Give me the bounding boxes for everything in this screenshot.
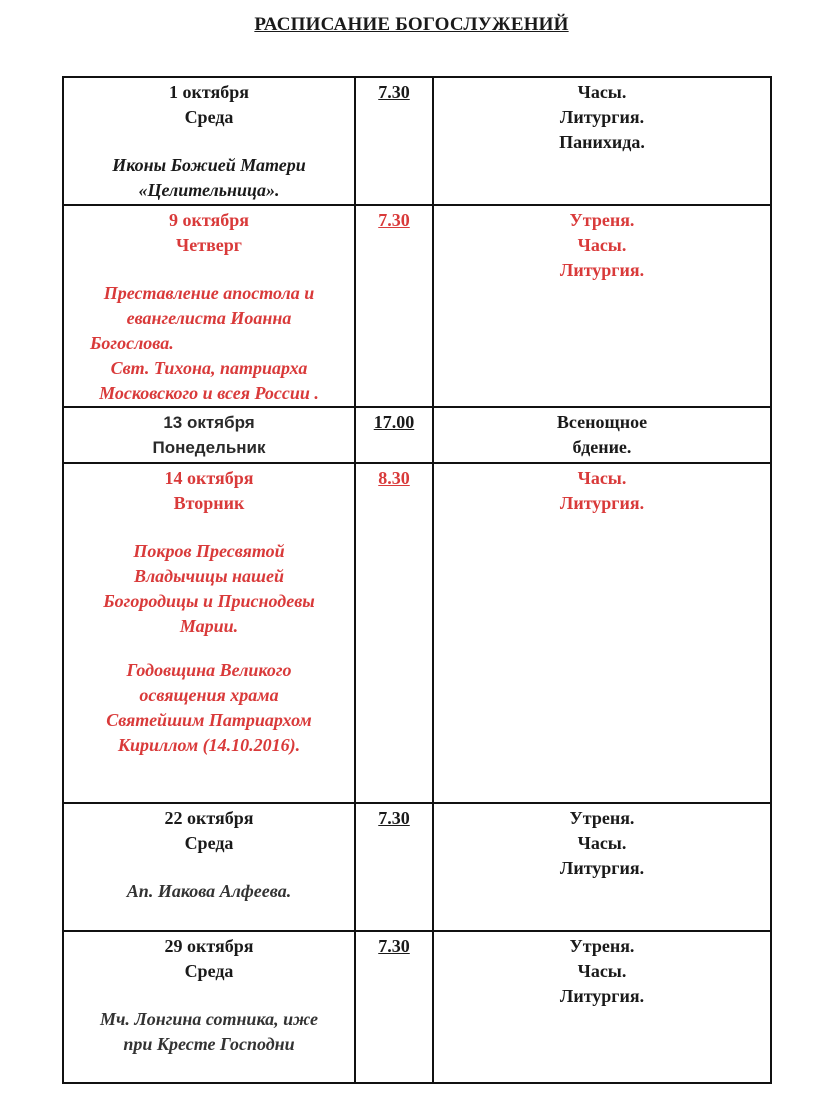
table-row xyxy=(63,463,771,803)
time-cell xyxy=(355,463,433,803)
date-cell xyxy=(63,463,355,803)
service: бдение. xyxy=(572,437,632,457)
service-time: 7.30 xyxy=(378,210,410,230)
service: Литургия. xyxy=(559,260,645,280)
table-row xyxy=(63,77,771,205)
weekday: Вторник xyxy=(173,493,245,513)
feast-line: Святейшим Патриархом xyxy=(106,710,312,730)
service: Утреня. xyxy=(569,936,635,956)
service: Литургия. xyxy=(559,107,645,127)
date: 9 октября xyxy=(169,210,249,230)
service-time: 7.30 xyxy=(378,808,410,828)
feast-line: Кириллом (14.10.2016). xyxy=(117,735,301,755)
feast-line: Преставление апостола и xyxy=(103,283,315,303)
time-cell xyxy=(355,205,433,407)
service: Утреня. xyxy=(569,808,635,828)
time-cell xyxy=(355,77,433,205)
feast-description xyxy=(68,153,350,203)
weekday: Понедельник xyxy=(152,438,266,457)
date: 29 октября xyxy=(164,936,254,956)
date-cell xyxy=(63,407,355,463)
service: Часы. xyxy=(577,235,627,255)
table-row xyxy=(63,205,771,407)
table-row xyxy=(63,803,771,931)
service: Часы. xyxy=(577,468,627,488)
date: 13 октября xyxy=(163,413,255,432)
service: Утреня. xyxy=(569,210,635,230)
service-time: 7.30 xyxy=(378,82,410,102)
date-cell xyxy=(63,77,355,205)
service: Всенощное xyxy=(556,412,648,432)
table-row xyxy=(63,931,771,1083)
feast-line: Марии. xyxy=(179,616,239,636)
date-cell xyxy=(63,205,355,407)
page-title: РАСПИСАНИЕ БОГОСЛУЖЕНИЙ xyxy=(254,14,569,35)
date-cell xyxy=(63,931,355,1083)
service: Панихида. xyxy=(559,132,645,152)
weekday: Среда xyxy=(184,961,234,981)
feast-line: Богослова. xyxy=(90,333,174,353)
time-cell xyxy=(355,931,433,1083)
service: Часы. xyxy=(577,961,627,981)
time-cell xyxy=(355,407,433,463)
feast-line: Свт. Тихона, патриарха xyxy=(110,358,308,378)
feast-description xyxy=(68,281,350,406)
feast-line: при Кресте Господни xyxy=(123,1034,295,1054)
weekday: Среда xyxy=(184,833,234,853)
service: Литургия. xyxy=(559,493,645,513)
table-row xyxy=(63,407,771,463)
weekday: Среда xyxy=(184,107,234,127)
services-cell xyxy=(433,407,771,463)
time-cell xyxy=(355,803,433,931)
feast-line: Ап. Иакова Алфеева. xyxy=(126,881,292,901)
services-cell xyxy=(433,463,771,803)
feast-line: Богородицы и Приснодевы xyxy=(103,591,315,611)
services-cell xyxy=(433,803,771,931)
service-time: 17.00 xyxy=(373,412,415,432)
date: 1 октября xyxy=(169,82,249,102)
feast-description xyxy=(68,879,350,904)
date: 14 октября xyxy=(164,468,254,488)
feast-line: Годовщина Великого xyxy=(126,660,292,680)
service: Часы. xyxy=(577,82,627,102)
feast-description xyxy=(68,539,350,639)
feast-line: Московского и всея России . xyxy=(99,383,319,403)
services-cell xyxy=(433,77,771,205)
service: Литургия. xyxy=(559,986,645,1006)
services-cell xyxy=(433,931,771,1083)
weekday: Четверг xyxy=(176,235,242,255)
schedule-table xyxy=(62,76,772,1084)
service: Литургия. xyxy=(559,858,645,878)
feast-line: Иконы Божией Матери xyxy=(112,155,306,175)
feast-line: освящения храма xyxy=(139,685,279,705)
feast-description-2 xyxy=(68,658,350,758)
feast-description xyxy=(68,1007,350,1057)
service: Часы. xyxy=(577,833,627,853)
service-time: 7.30 xyxy=(378,936,410,956)
feast-line: Мч. Лонгина сотника, иже xyxy=(99,1009,319,1029)
services-cell xyxy=(433,205,771,407)
service-time: 8.30 xyxy=(378,468,410,488)
feast-line: Владычицы нашей xyxy=(133,566,285,586)
date-cell xyxy=(63,803,355,931)
feast-line: евангелиста Иоанна xyxy=(126,308,292,328)
feast-line: Покров Пресвятой xyxy=(133,541,285,561)
date: 22 октября xyxy=(164,808,254,828)
feast-line: «Целительница». xyxy=(138,180,280,200)
